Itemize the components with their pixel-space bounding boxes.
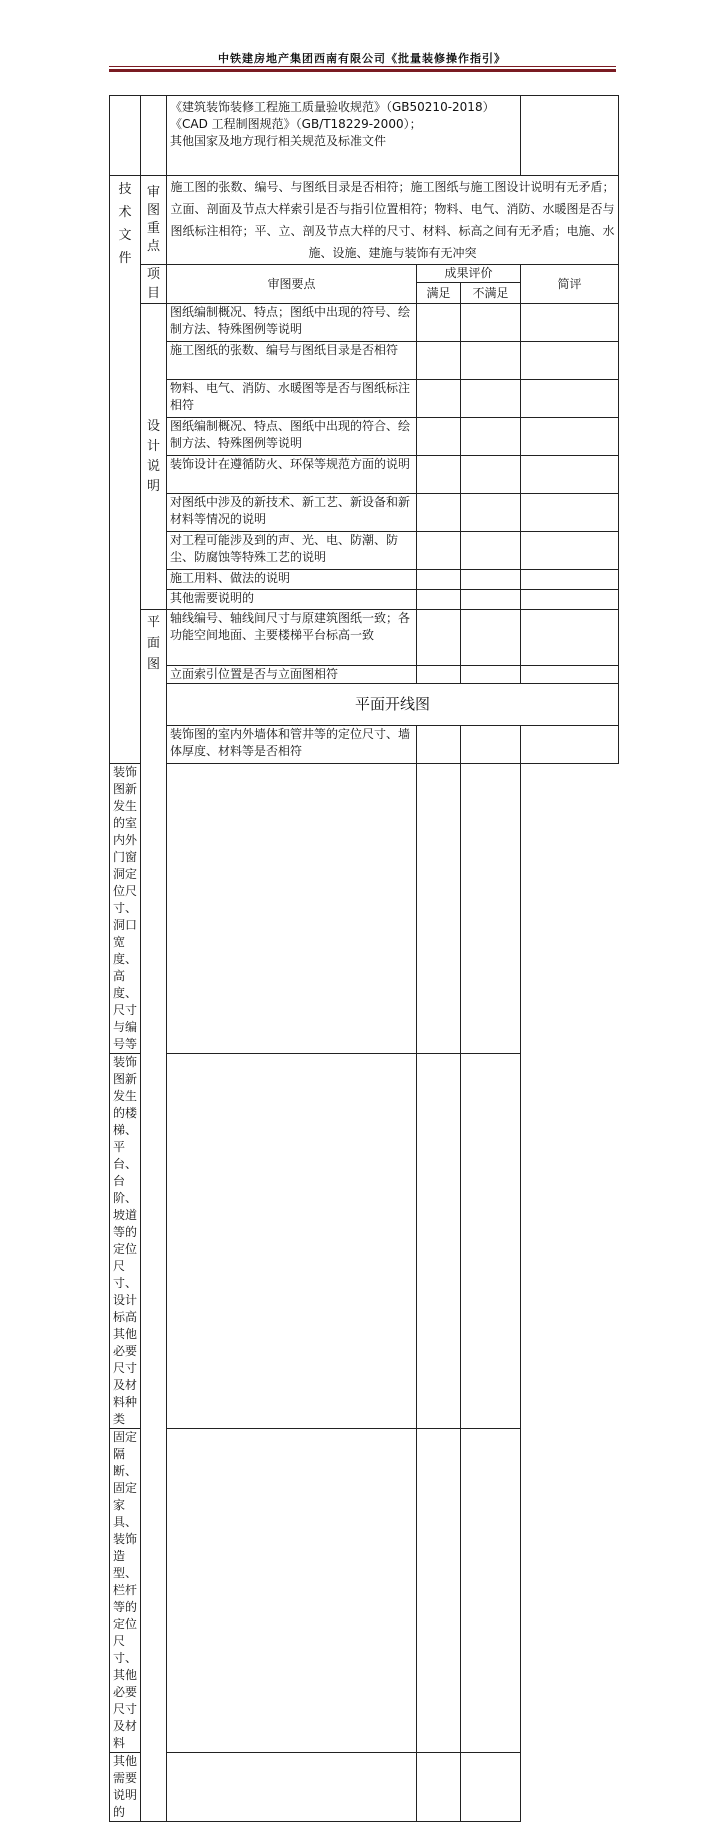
comment-cell: [521, 610, 619, 666]
blank-cell: [521, 96, 619, 176]
comment-header: 简评: [521, 265, 619, 304]
satisfied-cell: [167, 1753, 417, 1822]
unsatisfied-cell: [461, 304, 521, 342]
plan-layout-heading: 平面开线图: [167, 684, 619, 726]
review-table: [109, 95, 619, 1822]
layout-item: 固定隔断、固定家具、装饰造型、栏杆等的定位尺寸、其他必要尺寸及材料: [110, 1429, 141, 1753]
blank-cell: [141, 96, 167, 176]
design-item: 施工用料、做法的说明: [167, 570, 417, 590]
document-header: 中铁建房地产集团西南有限公司《批量装修操作指引》: [218, 52, 506, 65]
design-item: 对工程可能涉及到的声、光、电、防潮、防尘、防腐蚀等特殊工艺的说明: [167, 532, 417, 570]
design-item: 图纸编制概况、特点；图纸中出现的符号、绘制方法、特殊图例等说明: [167, 304, 417, 342]
unsatisfied-cell: [461, 494, 521, 532]
comment-cell: [461, 1054, 521, 1429]
unsatisfied-cell: [461, 418, 521, 456]
satisfied-cell: [417, 610, 461, 666]
unsatisfied-cell: [461, 456, 521, 494]
design-item: 图纸编制概况、特点、图纸中出现的符合、绘制方法、特殊图例等说明: [167, 418, 417, 456]
unsatisfied-cell: [461, 590, 521, 610]
comment-cell: [521, 456, 619, 494]
unsatisfied-cell: [461, 726, 521, 764]
unsatisfied-cell: [461, 570, 521, 590]
comment-cell: [521, 726, 619, 764]
satisfied-cell: [167, 1429, 417, 1753]
satisfied-cell: [417, 380, 461, 418]
comment-cell: [461, 1429, 521, 1753]
unsatisfied-cell: [461, 342, 521, 380]
layout-item: 其他需要说明的: [110, 1753, 141, 1822]
satisfied-cell: [417, 666, 461, 684]
unsatisfied-cell: [461, 610, 521, 666]
unsatisfied-cell: [461, 666, 521, 684]
satisfied-cell: [167, 1054, 417, 1429]
standard-item: 《建筑装饰装修工程施工质量验收规范》（GB50210-2018）: [170, 100, 495, 114]
unsatisfied-cell: [417, 1753, 461, 1822]
result-header: 成果评价: [417, 265, 521, 283]
satisfied-cell: [167, 764, 417, 1054]
satisfied-cell: [417, 304, 461, 342]
standards-cell: [167, 96, 521, 176]
comment-cell: [461, 764, 521, 1054]
plan-label: 平面图: [141, 610, 167, 1822]
comment-cell: [521, 418, 619, 456]
design-item: 装饰设计在遵循防火、环保等规范方面的说明: [167, 456, 417, 494]
layout-item: 装饰图的室内外墙体和管井等的定位尺寸、墙体厚度、材料等是否相符: [167, 726, 417, 764]
layout-item: 装饰图新发生的室内外门窗洞定位尺寸、洞口宽度、高度、尺寸与编号等: [110, 764, 141, 1054]
review-summary: 施工图的张数、编号、与图纸目录是否相符；施工图纸与施工图设计说明有无矛盾；立面、剖面及节点大样索引是否与指引位置相符；物料、电气、消防、水暖图是否与图纸标注相符；平、立、剖及节点大样的尺寸、材料、标高之间有无矛盾；电施、水施、设施、建施与装饰有无冲突: [167, 176, 619, 265]
satisfied-cell: [417, 494, 461, 532]
standard-item: 其他国家及地方现行相关规范及标准文件: [170, 134, 387, 148]
comment-cell: [521, 570, 619, 590]
plan-item: 轴线编号、轴线间尺寸与原建筑图纸一致；各功能空间地面、主要楼梯平台标高一致: [167, 610, 417, 666]
plan-item: 立面索引位置是否与立面图相符: [167, 666, 417, 684]
satisfied-cell: [417, 342, 461, 380]
comment-cell: [521, 666, 619, 684]
unsatisfied-header: 不满足: [461, 283, 521, 304]
design-item: 其他需要说明的: [167, 590, 417, 610]
unsatisfied-cell: [461, 380, 521, 418]
design-item: 对图纸中涉及的新技术、新工艺、新设备和新材料等情况的说明: [167, 494, 417, 532]
comment-cell: [521, 494, 619, 532]
layout-item: 装饰图新发生的楼梯、平台、台阶、坡道等的定位尺寸、设计标高其他必要尺寸及材料种类: [110, 1054, 141, 1429]
comment-cell: [521, 532, 619, 570]
satisfied-cell: [417, 570, 461, 590]
comment-cell: [521, 342, 619, 380]
satisfied-cell: [417, 456, 461, 494]
satisfied-header: 满足: [417, 283, 461, 304]
review-points-label: 审图重点: [141, 176, 167, 265]
unsatisfied-cell: [417, 764, 461, 1054]
satisfied-cell: [417, 418, 461, 456]
unsatisfied-cell: [417, 1429, 461, 1753]
design-item: 施工图纸的张数、编号与图纸目录是否相符: [167, 342, 417, 380]
header-rule-thin: [109, 66, 616, 67]
satisfied-cell: [417, 532, 461, 570]
standard-item: 《CAD 工程制图规范》（GB/T18229-2000）；: [170, 117, 422, 131]
design-item: 物料、电气、消防、水暖图等是否与图纸标注相符: [167, 380, 417, 418]
header-rule-thick: [109, 69, 616, 72]
satisfied-cell: [417, 590, 461, 610]
item-label: 项目: [141, 265, 167, 304]
comment-cell: [521, 304, 619, 342]
comment-cell: [521, 590, 619, 610]
unsatisfied-cell: [417, 1054, 461, 1429]
tech-docs-label: 技术文件: [110, 176, 141, 764]
comment-cell: [521, 380, 619, 418]
design-desc-label: 设计说明: [141, 304, 167, 610]
unsatisfied-cell: [461, 532, 521, 570]
comment-cell: [461, 1753, 521, 1822]
review-key-header: 审图要点: [167, 265, 417, 304]
satisfied-cell: [417, 726, 461, 764]
blank-cell: [110, 96, 141, 176]
